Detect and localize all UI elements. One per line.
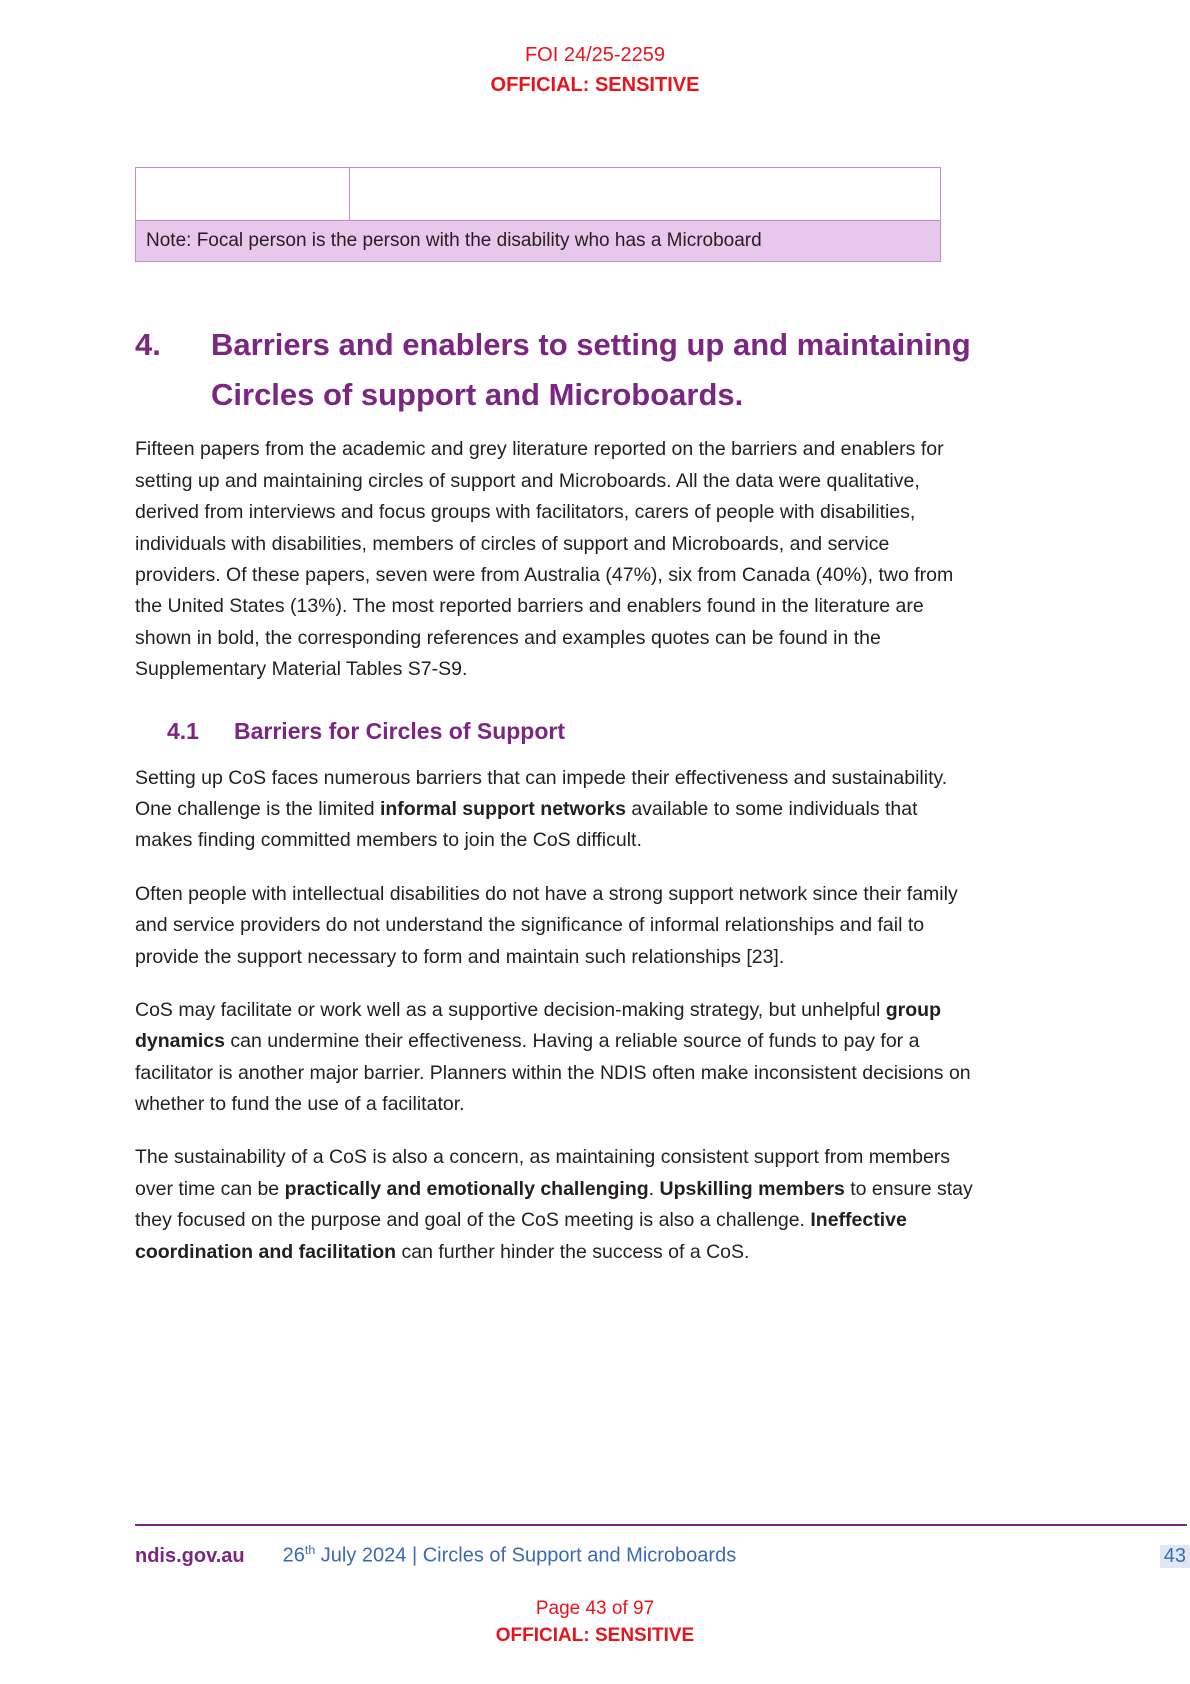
footer-site-link[interactable]: ndis.gov.au: [135, 1544, 245, 1567]
subsection-heading: [135, 718, 973, 745]
plain-text: .: [648, 1177, 660, 1200]
emphasis-text: Upskilling members: [659, 1177, 845, 1200]
plain-text: The sustainability of a CoS is also a concern, as maintaining consistent support from members over time can be: [135, 1146, 951, 1200]
footer-divider: [135, 1524, 1187, 1526]
page-of-total: Page 43 of 97: [535, 1598, 655, 1619]
body-paragraph: [135, 1142, 973, 1268]
plain-text: can further hinder the success of a CoS.: [396, 1240, 750, 1263]
plain-text: to ensure stay they focused on the purpose and goal of the CoS meeting is also a challenge.: [135, 1177, 973, 1232]
subsection-title-text: Barriers for Circles of Support: [234, 717, 566, 744]
footer-date-suffix: th: [304, 1543, 316, 1557]
plain-text: available to some individuals that makes finding committed members to join the CoS difficult.: [135, 797, 918, 852]
plain-text: CoS may facilitate or work well as a supportive decision-making strategy, but unhelpful: [135, 998, 886, 1021]
subsection-paragraphs: [135, 763, 973, 1268]
table-fragment: [135, 167, 941, 262]
body-paragraph: [135, 763, 973, 857]
emphasis-text: Ineffective coordination and facilitation: [135, 1209, 907, 1263]
bottom-classification: OFFICIAL: SENSITIVE: [495, 1624, 695, 1646]
section-number: 4.: [135, 327, 161, 362]
body-paragraph: [135, 995, 973, 1121]
footer-date-day: 26: [282, 1544, 305, 1567]
table-note-cell: Note: Focal person is the person with the disability who has a Microboard: [136, 221, 941, 262]
table-cell-left: [136, 168, 350, 221]
section-title-text: Barriers and enablers to setting up and maintaining Circles of support and Microboards.: [211, 327, 971, 413]
header-classification: OFFICIAL: SENSITIVE: [490, 74, 700, 96]
foi-header: [0, 0, 1190, 99]
table-row: [136, 168, 941, 221]
table-cell-right: [350, 168, 941, 221]
document-body: [135, 320, 973, 1290]
emphasis-text: group dynamics: [135, 998, 941, 1053]
foi-reference: FOI 24/25-2259: [524, 44, 666, 66]
bottom-markings: [0, 1596, 1190, 1648]
footer-page-number: 43: [1160, 1545, 1190, 1568]
emphasis-text: practically and emotionally challenging: [284, 1177, 649, 1200]
footer-document-info: [283, 1543, 1160, 1568]
page-footer: [135, 1543, 1190, 1568]
subsection-number: 4.1: [167, 717, 199, 744]
section-intro-paragraph: Fifteen papers from the academic and grey literature reported on the barriers and enablers for setting up and maintaining circles of support and Microboards. All the data were qualitative, derived from interviews and focus groups with facilitators, carers of people with disabilities, individuals with disabilities, members of circles of support and Microboards, and service providers. Of these papers, seven were from Australia (47%), six from Canada (40%), two from the United States (13%). The most reported barriers and enablers found in the literature are shown in bold, the corresponding references and examples quotes can be found in the Supplementary Material Tables S7-S9.: [135, 438, 954, 681]
plain-text: can undermine their effectiveness. Having a reliable source of funds to pay for a facilitator is another major barrier. Planners within the NDIS often make inconsistent decisions on whether to fund the use of a facilitator.: [135, 1030, 971, 1116]
body-paragraph: [135, 879, 973, 973]
plain-text: Setting up CoS faces numerous barriers that can impede their effectiveness and sustainability. One challenge is the limited: [135, 766, 948, 820]
section-heading: [135, 320, 973, 420]
footer-date-rest: July 2024 | Circles of Support and Microboards: [315, 1544, 737, 1567]
plain-text: Often people with intellectual disabilities do not have a strong support network since their family and service providers do not understand the significance of informal relationships and fail to provide the support necessary to form and maintain such relationships [23].: [135, 882, 958, 968]
emphasis-text: informal support networks: [379, 797, 626, 820]
table-row-note: [136, 221, 941, 262]
